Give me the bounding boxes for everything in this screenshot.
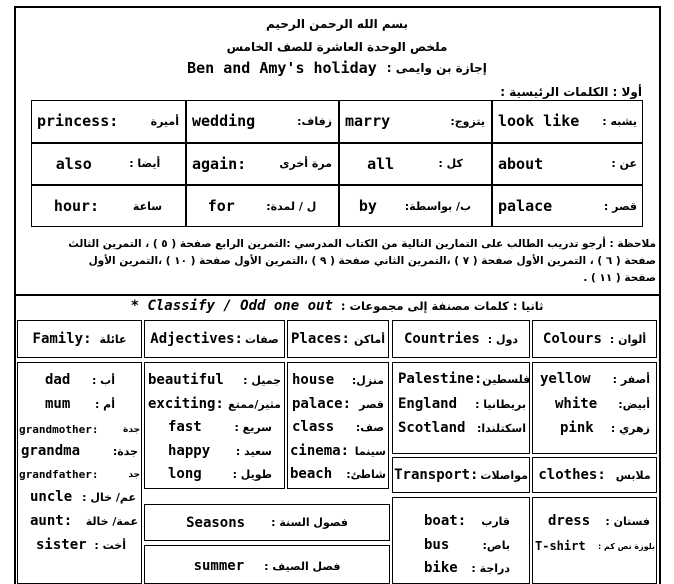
word-en: mum: [45, 396, 71, 412]
word-en: long: [168, 466, 202, 482]
word-en: happy: [168, 443, 211, 459]
word-en: uncle: [30, 489, 73, 505]
note-line: ملاحظة : أرجو تدريب الطالب على التمارين التالية من الكتاب المدرسي :التمرين الرابع صفحة ( ٥ ) ، التمرين الثالث: [68, 238, 656, 250]
keyword-cell: [492, 143, 643, 184]
keyword-en: for: [207, 197, 235, 215]
family-item: [30, 513, 138, 529]
word-ar: قصر: [359, 397, 384, 411]
keyword-ar: ب/ بواسطة:: [404, 199, 472, 213]
word-ar: جدة: [123, 424, 140, 435]
keyword-cell: [339, 100, 491, 142]
word-en: bike: [424, 560, 458, 576]
keyword-ar: قصر :: [603, 199, 637, 213]
keyword-en: also: [55, 154, 92, 173]
word-ar: مثير/ممتع: [228, 397, 281, 411]
colours-item: [555, 396, 650, 412]
word-ar: اسكتلندا:: [477, 421, 526, 435]
adjectives-item: [168, 419, 272, 435]
category-ar: صفات: [244, 332, 279, 346]
keyword-ar: كل :: [438, 157, 463, 170]
keyword-en: look like: [498, 112, 580, 130]
word-en: dad: [45, 372, 71, 388]
word-en: beautiful: [148, 372, 224, 388]
word-ar: أصفر :: [612, 372, 650, 386]
word-ar: سريع :: [234, 420, 272, 434]
keyword-cell: [492, 185, 643, 227]
keyword-cell: [186, 185, 338, 227]
keyword-ar: مرة أخرى: [279, 157, 332, 170]
keyword-en: again:: [192, 154, 247, 173]
seasons-item: [144, 548, 390, 584]
word-en: England: [398, 396, 458, 412]
keyword-en: hour:: [53, 197, 100, 215]
word-en: yellow: [540, 371, 591, 387]
category-ar: مواصلات: [480, 468, 528, 482]
word-en: grandfather:: [19, 468, 99, 481]
keyword-ar: زفاف:: [297, 114, 332, 128]
places-item: [290, 466, 386, 482]
word-en: house: [292, 372, 335, 388]
keyword-cell: [186, 100, 338, 142]
word-ar: فصل الصيف :: [264, 559, 341, 573]
category-en: Transport:: [394, 467, 479, 483]
word-ar: أبيض:: [618, 397, 650, 411]
section-divider: [14, 294, 661, 296]
word-en: beach: [290, 466, 333, 482]
word-ar: بريطانيا :: [475, 397, 526, 411]
countries-item: [398, 396, 526, 412]
countries-header: [392, 320, 530, 358]
word-ar: أخت :: [94, 538, 126, 552]
word-ar: زهري :: [610, 421, 650, 435]
word-ar: جد: [128, 469, 140, 480]
basmala: بسم الله الرحمن الرحيم: [265, 17, 409, 31]
family-item: [19, 423, 140, 436]
family-item: [19, 468, 140, 481]
word-en: pink: [560, 420, 594, 436]
family-item: [36, 537, 126, 553]
word-ar: عم/ خال :: [82, 490, 136, 504]
category-ar: ملابس: [615, 468, 651, 482]
keyword-ar: ل / لمدة:: [266, 199, 317, 213]
keyword-en: princess:: [37, 112, 119, 130]
clothes-item: [535, 539, 655, 553]
adjectives-item: [148, 396, 281, 412]
keyword-cell: [492, 100, 643, 142]
keyword-ar: أيضا :: [129, 157, 161, 170]
word-en: aunt:: [30, 513, 73, 529]
colours-item: [560, 420, 650, 436]
keyword-en: about: [498, 154, 544, 173]
category-en: Adjectives:: [150, 331, 243, 347]
colours-header: [532, 320, 657, 358]
countries-item: [398, 371, 531, 387]
word-en: boat:: [424, 513, 467, 529]
classify-heading-en: * Classify / Odd one out: [130, 298, 333, 314]
clothes-header: [532, 457, 657, 493]
places-item: [292, 372, 384, 388]
page-top-border: [14, 6, 661, 8]
keyword-en: marry: [345, 112, 391, 130]
keyword-en: by: [358, 197, 377, 215]
word-en: fast: [168, 419, 202, 435]
keyword-ar: عن :: [611, 157, 637, 170]
category-en: Colours: [542, 331, 602, 347]
places-item: [292, 396, 384, 412]
lesson-title-ar: إجازة بن وايمى :: [386, 61, 487, 75]
keyword-cell: [31, 100, 185, 142]
word-ar: طويل :: [232, 467, 272, 481]
family-header: [17, 320, 142, 358]
note-line: صفحة ( ٦ ) ، التمرين الأول صفحة ( ٧ ) ،التمرين الثاني صفحة ( ٩ ) ،التمرين الأول صفحة ( ١٠ ) ،التمرين الأول: [88, 255, 656, 267]
category-en: Seasons: [186, 514, 246, 531]
word-en: class: [292, 419, 335, 435]
family-item: [45, 372, 115, 388]
note-line: صفحة ( ١١ ) .: [583, 272, 656, 284]
category-en: Family:: [32, 331, 92, 347]
section-classify-heading: [0, 298, 674, 314]
exercise-note: [16, 236, 656, 287]
unit-subtitle: ملخص الوحدة العاشرة للصف الخامس: [226, 40, 448, 54]
word-ar: أب :: [91, 373, 115, 387]
keyword-ar: أميرة: [150, 114, 179, 128]
word-en: summer: [193, 558, 245, 574]
keyword-en: palace: [498, 197, 553, 215]
category-ar: أماكن: [354, 332, 386, 346]
word-en: white: [555, 396, 598, 412]
places-header: [287, 320, 389, 358]
word-ar: أم :: [94, 397, 115, 411]
word-en: dress: [548, 513, 591, 529]
word-ar: دراجة :: [471, 561, 510, 575]
keyword-cell: [186, 143, 338, 184]
family-item: [45, 396, 115, 412]
transport-item: [424, 560, 510, 576]
word-ar: شاطئ:: [346, 467, 386, 481]
word-en: grandmother:: [19, 423, 99, 436]
adjectives-item: [168, 466, 272, 482]
word-en: bus: [424, 537, 450, 553]
word-ar: بلوزة نص كم :: [597, 541, 655, 551]
family-item: [21, 443, 138, 459]
word-ar: قارب: [481, 514, 510, 528]
word-ar: صف:: [355, 420, 384, 434]
family-item: [30, 489, 136, 505]
keyword-cell: [31, 185, 185, 227]
word-en: grandma: [21, 443, 81, 459]
category-en: clothes:: [538, 467, 606, 483]
adjectives-header: [144, 320, 285, 358]
category-ar: ألوان :: [609, 332, 647, 346]
category-en: Places:: [290, 331, 350, 347]
adjectives-item: [168, 443, 272, 459]
word-en: T-shirt: [535, 539, 586, 553]
colours-item: [540, 371, 650, 387]
keyword-en: wedding: [192, 112, 256, 130]
places-item: [290, 443, 386, 459]
word-ar: جدة:: [112, 444, 138, 458]
word-ar: فلسطين: [482, 372, 531, 386]
category-ar: عائلة: [99, 332, 127, 346]
word-ar: عمة/ خالة: [85, 514, 138, 528]
word-ar: جميل :: [243, 373, 281, 387]
word-en: Palestine:: [398, 371, 483, 387]
keyword-en: all: [367, 154, 395, 173]
transport-item: [424, 537, 510, 553]
word-ar: فستان :: [605, 514, 650, 528]
category-en: Countries: [403, 331, 480, 347]
keyword-ar: يتزوج:: [450, 114, 485, 128]
word-en: palace:: [292, 396, 352, 412]
lesson-title: [0, 59, 674, 77]
word-ar: باص:: [482, 538, 510, 552]
transport-item: [424, 513, 510, 529]
keyword-cell: [31, 143, 185, 184]
word-en: cinema:: [290, 443, 350, 459]
countries-item: [398, 420, 526, 436]
word-en: sister: [36, 537, 87, 553]
word-ar: سعيد :: [235, 444, 272, 458]
keyword-cell: [339, 143, 491, 184]
word-en: exciting:: [148, 396, 224, 412]
clothes-item: [548, 513, 650, 529]
places-item: [292, 419, 384, 435]
category-ar: فصول السنة :: [271, 516, 348, 529]
adjectives-item: [148, 372, 281, 388]
keyword-ar: يشبه :: [602, 114, 637, 128]
category-ar: دول :: [487, 332, 519, 346]
classify-heading-ar: ثانيا : كلمات مصنفة إلى مجموعات :: [340, 299, 544, 313]
transport-header: [392, 457, 530, 493]
word-en: Scotland: [398, 420, 466, 436]
word-ar: سينما: [354, 444, 386, 458]
seasons-header: [144, 504, 390, 541]
word-ar: منزل:: [351, 373, 384, 387]
lesson-title-en: Ben and Amy's holiday: [187, 59, 377, 77]
keyword-cell: [339, 185, 491, 227]
section-keywords-heading: أولا : الكلمات الرئيسية :: [500, 85, 642, 99]
keyword-ar: ساعة: [132, 199, 163, 213]
